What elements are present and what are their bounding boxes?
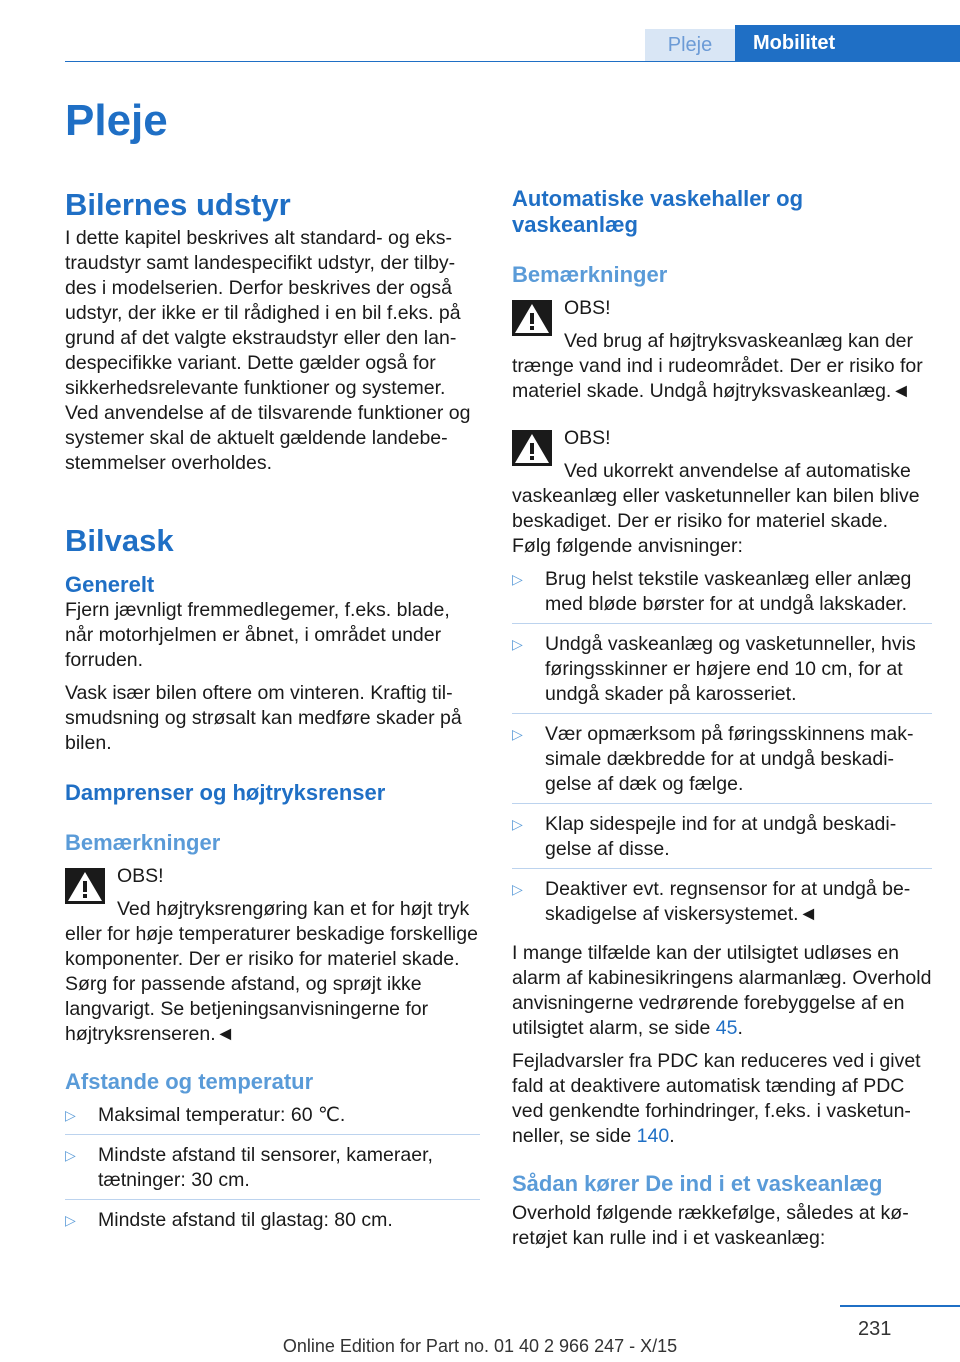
heading-damprenser: Damprenser og højtryksrenser [65, 780, 386, 805]
heading-bilvask: Bilvask [65, 523, 174, 558]
list-item: ▷ Deaktiver evt. regnsensor for at undgå beskadigelse af viskersystemet.◄ [512, 878, 911, 925]
warning-block-2 [512, 426, 932, 559]
paragraph-generelt-1: Fjern jævnligt fremmedlegemer, f.eks. blade, når motorhjelmen er åbnet, i området under forruden. [65, 599, 450, 671]
list-item: ▷ Brug helst tekstile vaskeanlæg eller anlæg med bløde børster for at undgå lakskader. [512, 567, 932, 624]
paragraph-generelt-2: Vask især bilen oftere om vinteren. Kraftig tilsmudsning og strøsalt kan medføre skader på bilen. [65, 682, 462, 754]
warning-text: Ved brug af højtryksvaskeanlæg kan der trænge vand ind i rudeområdet. Der er risiko for materiel skade. Undgå højtryksvaskeanlæg.◄ [512, 330, 923, 402]
triangle-bullet-icon: ▷ [512, 726, 523, 742]
header-tab-mobilitet[interactable]: Mobilitet [735, 25, 960, 61]
list-item: ▷ Mindste afstand til glastag: 80 cm. [65, 1209, 393, 1231]
warning-text: Ved ukorrekt anvendelse af automatiske vaskeanlæg eller vasketunneller kan bilen blive beskadiget. Der er risiko for materiel skade. Følg følgende anvisninger: [512, 460, 920, 557]
list-item: ▷ Klap sidespejle ind for at undgå beskadigelse af disse. [512, 812, 932, 869]
footer-rule [840, 1305, 960, 1307]
list-item: ▷ Maksimal temperatur: 60 ℃. [65, 1103, 480, 1135]
list-item: ▷ Mindste afstand til sensorer, kameraer, tætninger: 30 cm. [65, 1143, 480, 1200]
page-title: Pleje [65, 96, 168, 145]
triangle-bullet-icon: ▷ [65, 1147, 76, 1163]
header-tab-pleje[interactable]: Pleje [645, 29, 735, 61]
heading-sadan-korer: Sådan kører De ind i et vaskeanlæg [512, 1171, 883, 1196]
page-link-140[interactable]: 140 [636, 1125, 670, 1147]
list-vaskeanlaeg [512, 567, 932, 933]
heading-generelt: Generelt [65, 572, 155, 597]
header-rule [65, 61, 960, 62]
paragraph-sadan: Overhold følgende rækkefølge, således at køretøjet kan rulle ind i et vaskeanlæg: [512, 1202, 909, 1249]
heading-bilernes-udstyr: Bilernes udstyr [65, 187, 291, 222]
triangle-bullet-icon: ▷ [512, 571, 523, 587]
list-item: ▷ Vær opmærksom på føringsskinnens maksimale dækbredde for at undgå beskadigelse af dæk og fælge. [512, 722, 932, 804]
triangle-bullet-icon: ▷ [512, 636, 523, 652]
heading-bemaerkninger: Bemærkninger [65, 830, 221, 855]
page-number: 231 [858, 1318, 892, 1340]
warning-block [65, 864, 480, 1047]
footer-edition: Online Edition for Part no. 01 40 2 966 247 - X/15 [282, 1336, 678, 1356]
warning-label: OBS! [564, 427, 611, 449]
heading-afstande: Afstande og temperatur [65, 1069, 314, 1094]
warning-label: OBS! [117, 865, 164, 887]
left-column [65, 186, 480, 1247]
list-item: ▷ Undgå vaskeanlæg og vasketunneller, hvis føringsskinner er højere end 10 cm, for at undgå skader på karosseriet. [512, 632, 932, 714]
paragraph-alarm: I mange tilfælde kan der utilsigtet udløses en alarm af kabinesikringens alarmanlæg. Overhold anvisningerne vedrørende forebyggelse af en utilsigtet alarm, se side 45. [512, 942, 932, 1039]
paragraph-udstyr: I dette kapitel beskrives alt standard- og ekstraudstyr samt landespecifikt udstyr, der tilbydes i modelserien. Derfor beskrives der også udstyr, der ikke er til rådighed i en bil f.eks. på grund af det valgte ekstraudstyr eller den landespecifikke variant. Dette gælder også for sikkerhedsrelevante funktioner og systemer. Ved anvendelse af de tilsvarende funktioner og systemer skal de aktuelt gældende landebestemmelser overholdes. [65, 227, 471, 474]
right-column [512, 186, 932, 1259]
warning-text: Ved højtryksrengøring kan et for højt tryk eller for høje temperaturer beskadige forskellige komponenter. Der er risiko for materiel skade. Sørg for passende afstand, og sprøjt ikke langvarigt. Se betjeningsanvisningerne for højtryksrenseren.◄ [65, 898, 478, 1045]
warning-triangle-icon [65, 868, 105, 904]
warning-triangle-icon [512, 300, 552, 336]
heading-bemaerkninger-right: Bemærkninger [512, 262, 668, 287]
warning-triangle-icon [512, 430, 552, 466]
page-link-45[interactable]: 45 [715, 1017, 738, 1039]
triangle-bullet-icon: ▷ [65, 1212, 76, 1228]
heading-automatiske-vaskehaller: Automatiske vaskehaller og vaskeanlæg [512, 186, 804, 237]
triangle-bullet-icon: ▷ [512, 816, 523, 832]
paragraph-pdc: Fejladvarsler fra PDC kan reduceres ved i givet fald at deaktivere automatisk tænding af PDC ved genkendte forhindringer, f.eks. i vasketunneller, se side 140. [512, 1050, 921, 1147]
list-afstande [65, 1103, 480, 1239]
triangle-bullet-icon: ▷ [65, 1107, 76, 1123]
warning-label: OBS! [564, 297, 611, 319]
triangle-bullet-icon: ▷ [512, 881, 523, 897]
warning-block-1 [512, 296, 932, 404]
